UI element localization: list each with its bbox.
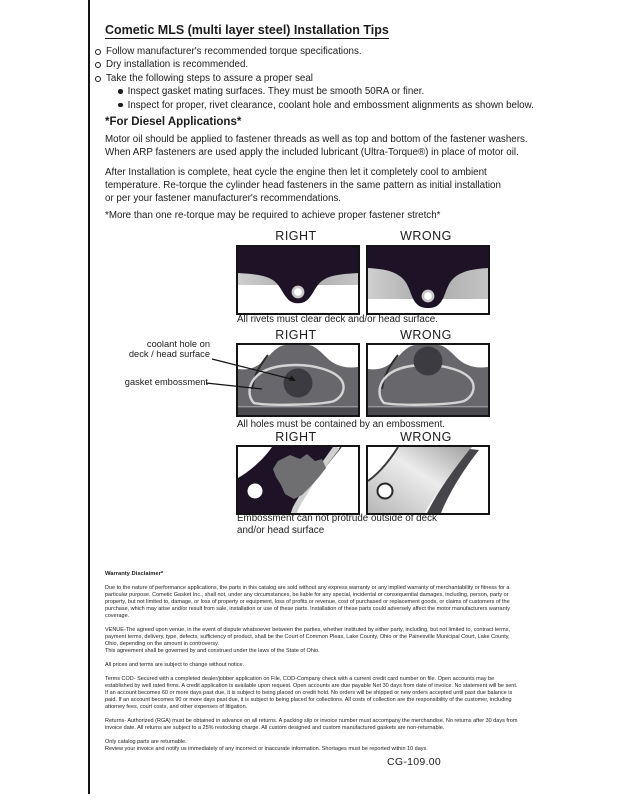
tip-text: Inspect for proper, rivet clearance, coolant hole and embossment alignments as shown below. [127, 99, 534, 111]
open-bullet-icon [95, 62, 101, 68]
right-label: RIGHT [275, 328, 317, 342]
catalog-page-code: CG-109.00 [387, 756, 442, 768]
paragraph-line: After Installation is complete, heat cycle the engine then let it completely cool to ambient [105, 167, 487, 178]
warranty-paragraph: Review your invoice and notify us immediately of any incorrect or inaccurate information. Shortages must be reported within 10 days. [105, 746, 428, 752]
list-item [95, 58, 565, 71]
left-margin-rule [88, 0, 90, 794]
diagram-embossment-wrong [366, 343, 490, 417]
warranty-paragraph: VENUE-The agreed upon venue, in the event of dispute whatsoever between the parties, whether instituted by either party, including, but not limited to, contract terms, payment terms, delivery, type, defects, sufficiency of product, shall be the Court of Common Pleas, Lake County, Ohio or the Painesville Municipal Court, Lake County, Ohio, depending on the amount in controversy. [105, 627, 510, 647]
rivet-wrong-illustration [368, 247, 488, 313]
diagram-rivet-wrong [366, 245, 490, 315]
page-title: Cometic MLS (multi layer steel) Installation Tips [105, 23, 389, 37]
embossment-wrong-illustration [368, 345, 488, 415]
filled-bullet-icon [118, 89, 123, 94]
open-bullet-icon [95, 49, 101, 55]
label-line: deck / head surface [128, 349, 210, 359]
diesel-paragraph-2 [105, 166, 501, 206]
list-item [95, 72, 565, 85]
rivet-right-illustration [238, 247, 358, 313]
warranty-disclaimer [105, 571, 519, 760]
paragraph-line: temperature. Re-torque the cylinder head fasteners in the same pattern as initial installation [105, 180, 501, 192]
filled-bullet-icon [118, 103, 123, 108]
warranty-paragraph: Due to the nature of performance applications, the parts in this catalog are sold without any express warranty or any implied warranty of merchantability or fitness for a particular purpose. Cometic Gasket Inc., shall not, under any circumstances, be liable for any special, incidental or consequential damages, including, person, party or property, but not limited to, damage, or loss of property or equipment, loss of profits or revenue, cost of purchased or replacement goods, or claims of customers of the purchase, which may arise and/or result from sale, installation or use of these parts. Installation of these parts could adversely affect the motor manufacturers warranty coverage. [105, 585, 510, 619]
right-label: RIGHT [275, 229, 317, 243]
tip-text: Inspect gasket mating surfaces. They must be smooth 50RA or finer. [127, 86, 425, 98]
tip-text: Dry installation is recommended. [106, 59, 249, 71]
gasket-embossment-label: gasket embossment [124, 377, 208, 387]
wrong-label: WRONG [400, 430, 452, 444]
open-bullet-icon [95, 76, 101, 82]
diagram-rivet-right [236, 245, 360, 315]
warranty-paragraph: All prices and terms are subject to change without notice. [105, 662, 245, 668]
retorque-note: *More than one re-torque may be required to achieve proper fastener stretch* [105, 210, 441, 221]
paragraph-line: When ARP fasteners are used apply the included lubricant (Ultra-Torque®) in place of motor oil. [105, 147, 519, 159]
warranty-paragraph: Returns- Authorized (RGA) must be obtained in advance on all returns. A packing slip or invoice number must accompany the merchandise. No returns after 30 days from invoice date. All returns are subject to a 25% restocking charge. All custom designed and custom manufactured gaskets are non-returnable. [105, 718, 518, 731]
caption-rivets: All rivets must clear deck and/or head surface. [237, 314, 438, 325]
caption-line: Embossment can not protrude outside of deck [237, 513, 437, 524]
wrong-label: WRONG [400, 328, 452, 342]
wrong-label: WRONG [400, 229, 452, 243]
label-line: coolant hole on [146, 339, 210, 349]
diagram-protrusion-wrong [366, 445, 490, 515]
tip-text: Take the following steps to assure a proper seal [106, 72, 313, 84]
warranty-paragraph: This agreement shall be governed by and construed under the laws of the State of Ohio. [105, 648, 320, 654]
list-item [95, 45, 565, 58]
diesel-heading: *For Diesel Applications* [105, 116, 242, 128]
paragraph-line: Motor oil should be applied to fastener threads as well as top and bottom of the fastener washers. [105, 134, 528, 145]
protrusion-wrong-illustration [368, 447, 488, 513]
leader-lines [105, 338, 305, 398]
caption-line: and/or head surface [237, 524, 325, 536]
warranty-heading: Warranty Disclaimer* [105, 571, 164, 577]
diagram-protrusion-right [236, 445, 360, 515]
tip-text: Follow manufacturer's recommended torque specifications. [106, 46, 362, 57]
diesel-paragraph-1 [105, 133, 528, 159]
paragraph-line: or per your fastener manufacturer's recommendations. [105, 193, 342, 205]
protrusion-right-illustration [238, 447, 358, 513]
warranty-paragraph: Only catalog parts are returnable. [105, 739, 187, 745]
list-item [118, 99, 565, 112]
caption-holes: All holes must be contained by an embossment. [237, 419, 446, 430]
list-item [118, 85, 565, 98]
right-label: RIGHT [275, 430, 317, 444]
warranty-paragraph: Terms COD- Secured with a completed dealer/jobber application on File, COD-Company check with a current credit card number on file. Open accounts may be established by well rated firms. A credit application is available upon request. Open accounts are due payable Net 30 days from date of invoice. No statement will be sent. If an account becomes 60 or more days past due, it is subject to being placed on credit hold. No orders will be shipped or new orders accepted until past due balance is paid. If an account becomes 90 or more days past due, it is subject to being placed for collections. All costs of collection are the responsibility of the customer, including attorney fees, court costs, and other expenses of litigation. [105, 676, 518, 710]
installation-tips-list [95, 45, 565, 112]
caption-protrusion [237, 513, 437, 536]
